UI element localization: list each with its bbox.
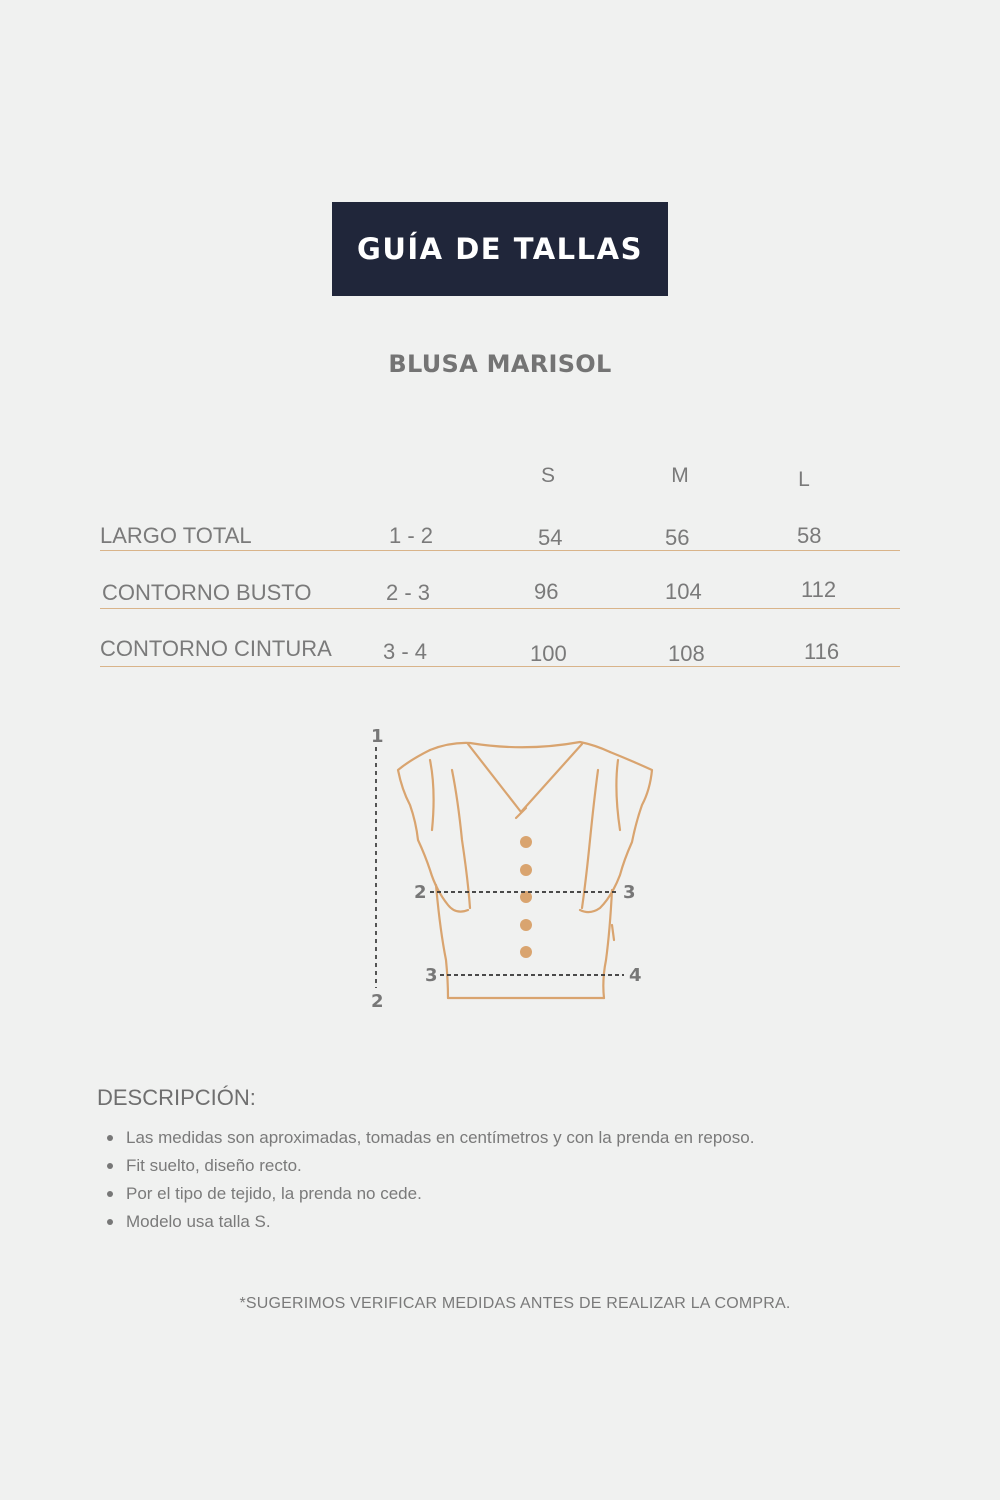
row-value-l: 58 [797, 523, 822, 548]
row-label: CONTORNO CINTURA [100, 636, 332, 661]
row-value-m: 104 [665, 579, 702, 604]
row-points: 2 - 3 [386, 580, 431, 605]
row-value-l: 116 [804, 639, 840, 664]
button-dot [520, 919, 532, 931]
list-item: Por el tipo de tejido, la prenda no cede. [104, 1180, 754, 1208]
point-label-1: 1 [371, 726, 384, 747]
button-dots [520, 836, 532, 958]
footnote: *SUGERIMOS VERIFICAR MEDIDAS ANTES DE REALIZAR LA COMPRA. [239, 1295, 791, 1312]
row-value-m: 56 [665, 525, 690, 550]
product-name: BLUSA MARISOL [388, 350, 612, 378]
list-item: Modelo usa talla S. [104, 1208, 754, 1236]
row-value-s: 54 [538, 525, 563, 550]
row-divider [100, 550, 900, 551]
size-header-m: M [671, 464, 689, 487]
button-dot [520, 864, 532, 876]
size-header-l: L [798, 468, 810, 491]
list-item: Las medidas son aproximadas, tomadas en centímetros y con la prenda en reposo. [104, 1124, 754, 1152]
page-title: GUÍA DE TALLAS [357, 232, 643, 266]
row-label: CONTORNO BUSTO [102, 580, 312, 605]
point-label-2: 2 [414, 882, 427, 903]
list-item: Fit suelto, diseño recto. [104, 1152, 754, 1180]
point-label-2: 2 [371, 991, 384, 1012]
point-label-4: 4 [629, 965, 642, 986]
row-value-s: 96 [534, 579, 559, 604]
button-dot [520, 946, 532, 958]
title-banner [332, 202, 668, 296]
row-value-s: 100 [530, 641, 567, 666]
row-value-l: 112 [801, 577, 837, 602]
button-dot [520, 836, 532, 848]
point-label-3: 3 [623, 882, 636, 903]
row-points: 1 - 2 [389, 523, 434, 548]
row-value-m: 108 [668, 641, 705, 666]
point-label-3: 3 [425, 965, 438, 986]
row-points: 3 - 4 [383, 639, 428, 664]
row-divider [100, 666, 900, 667]
row-label: LARGO TOTAL [100, 523, 252, 548]
blouse-measurement-diagram [360, 722, 660, 1017]
size-header-s: S [540, 464, 555, 487]
description-title: DESCRIPCIÓN: [97, 1085, 256, 1110]
row-divider [100, 608, 900, 609]
description-list [104, 1124, 754, 1236]
